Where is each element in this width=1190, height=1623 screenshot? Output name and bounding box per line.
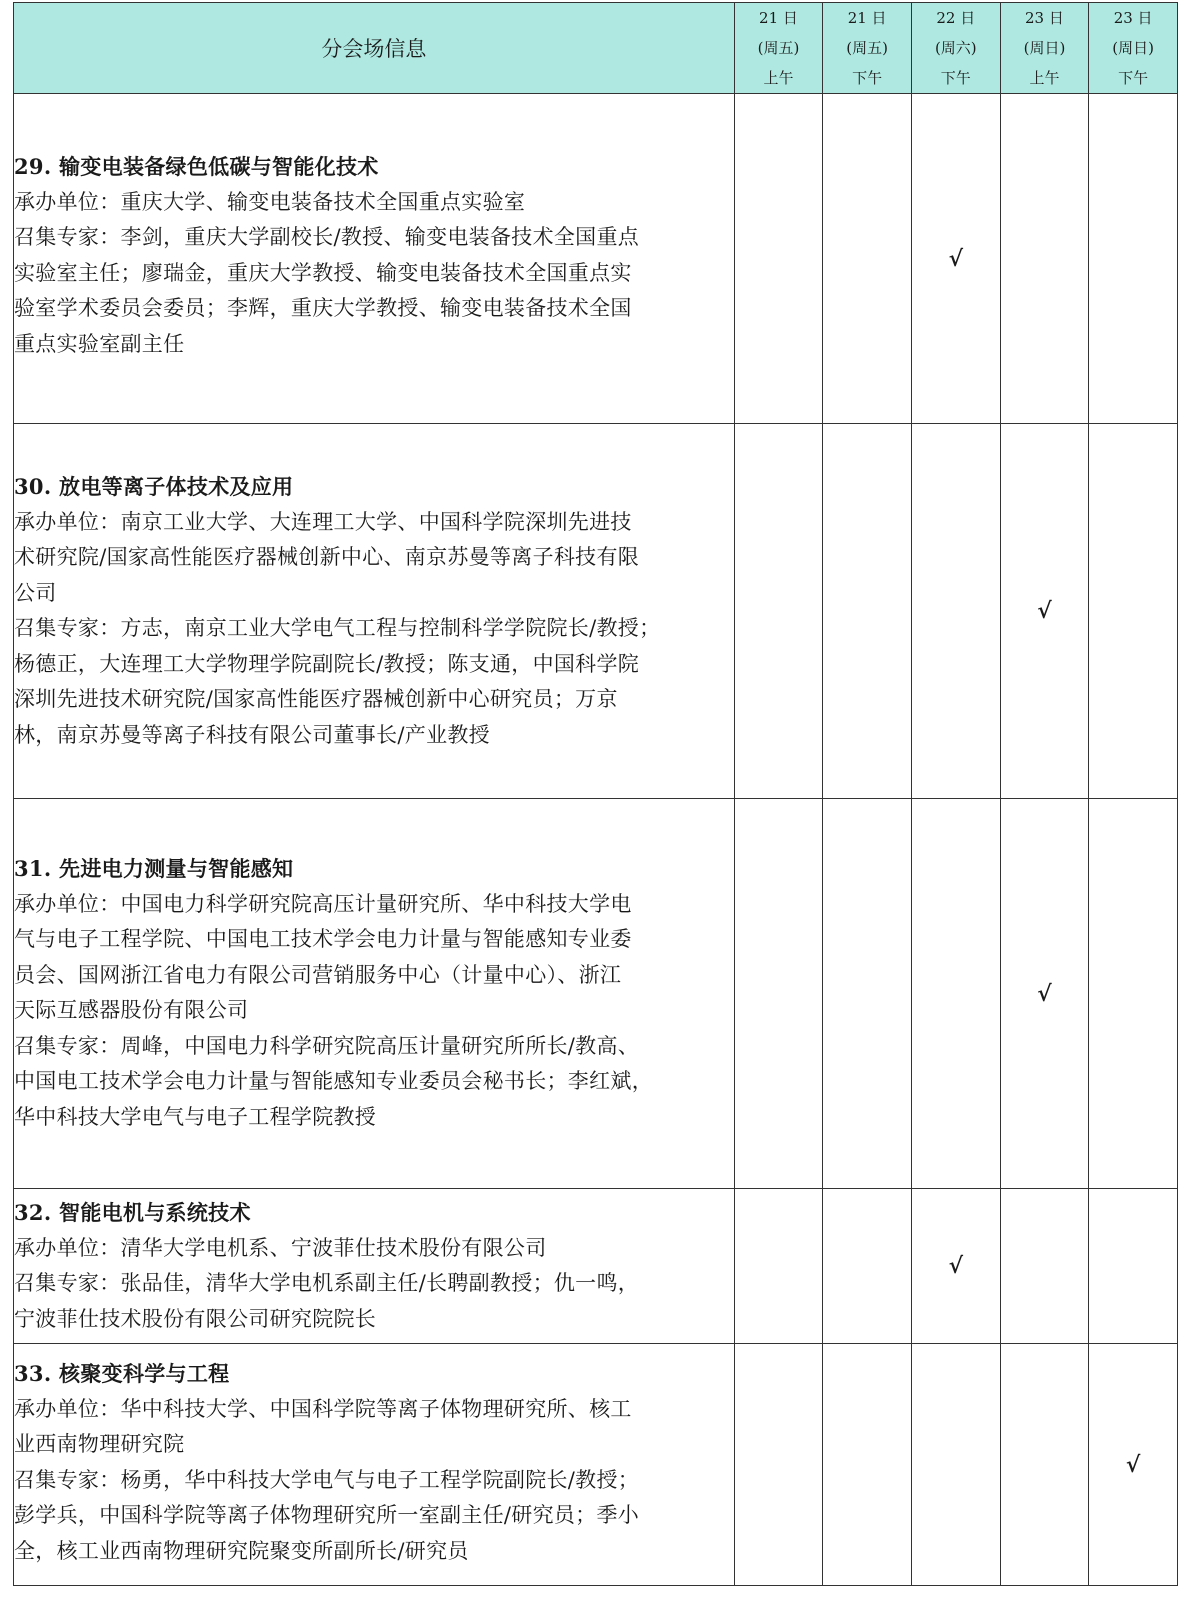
slot-cell	[1089, 1189, 1178, 1344]
day-date: 21 日	[847, 9, 887, 27]
slot-cell	[911, 1344, 1000, 1586]
session-info-cell	[14, 424, 735, 799]
day-period: 下午	[852, 69, 883, 87]
session-info-cell	[14, 799, 735, 1189]
column-header-session-info: 分会场信息	[14, 3, 735, 94]
slot-cell	[1089, 424, 1178, 799]
slot-cell	[734, 94, 823, 424]
session-row	[14, 1344, 1178, 1586]
session-detail-line: 召集专家：张品佳，清华大学电机系副主任/长聘副教授；仇一鸣，	[14, 1271, 640, 1295]
session-detail-line: 中国电工技术学会电力计量与智能感知专业委员会秘书长；李红斌，	[14, 1069, 653, 1093]
slot-cell	[823, 799, 912, 1189]
session-info-cell	[14, 1189, 735, 1344]
day-date: 21 日	[759, 9, 798, 27]
slot-cell	[1000, 94, 1089, 424]
day-weekday: (周日)	[1023, 39, 1066, 57]
session-title: 29. 输变电装备绿色低碳与智能化技术	[14, 154, 379, 179]
day-period: 下午	[940, 69, 971, 87]
slot-cell	[1089, 94, 1178, 424]
day-period: 上午	[763, 69, 794, 87]
day-date: 22 日	[936, 9, 976, 27]
slot-cell	[911, 799, 1000, 1189]
session-title: 32. 智能电机与系统技术	[14, 1200, 251, 1225]
session-detail-line: 公司	[14, 580, 57, 605]
slot-cell	[911, 1189, 1000, 1344]
session-detail-line: 天际互感器股份有限公司	[14, 998, 249, 1022]
slot-cell	[823, 94, 912, 424]
day-date: 23 日	[1025, 9, 1064, 27]
check-mark-icon: √	[1037, 980, 1052, 1007]
column-header-day-2	[823, 3, 912, 94]
session-detail-line: 气与电子工程学院、中国电工技术学会电力计量与智能感知专业委	[14, 927, 632, 951]
session-detail-line: 术研究院/国家高性能医疗器械创新中心、南京苏曼等离子科技有限	[14, 545, 640, 569]
session-title: 31. 先进电力测量与智能感知	[14, 856, 294, 881]
session-detail-line: 林，南京苏曼等离子科技有限公司董事长/产业教授	[14, 722, 490, 747]
session-detail-line: 重点实验室副主任	[14, 331, 185, 356]
session-row	[14, 424, 1178, 799]
session-detail-line: 深圳先进技术研究院/国家高性能医疗器械创新中心研究员；万京	[14, 687, 618, 711]
day-weekday: (周五)	[757, 39, 800, 57]
check-mark-icon: √	[948, 1253, 964, 1279]
slot-cell	[734, 424, 823, 799]
slot-cell	[1089, 1344, 1178, 1586]
header-row	[14, 3, 1178, 94]
day-period: 上午	[1029, 69, 1060, 87]
slot-cell	[734, 799, 823, 1189]
column-header-day-5	[1089, 3, 1178, 94]
check-mark-icon: √	[948, 245, 964, 272]
slot-cell	[823, 424, 912, 799]
day-period: 下午	[1118, 69, 1149, 87]
slot-cell	[1000, 799, 1089, 1189]
session-detail-line: 承办单位：中国电力科学研究院高压计量研究所、华中科技大学电	[14, 891, 632, 916]
day-weekday: (周日)	[1112, 39, 1154, 57]
check-mark-icon: √	[1037, 598, 1052, 624]
slot-cell	[911, 94, 1000, 424]
slot-cell	[1000, 1344, 1089, 1586]
session-detail-line: 全，核工业西南物理研究院聚变所副所长/研究员	[14, 1538, 469, 1563]
session-detail-line: 验室学术委员会委员；李辉，重庆大学教授、输变电装备技术全国	[14, 296, 632, 320]
session-detail-line: 员会、国网浙江省电力有限公司营销服务中心（计量中心）、浙江	[14, 962, 622, 987]
slot-cell	[911, 424, 1000, 799]
slot-cell	[1089, 799, 1178, 1189]
day-weekday: (周六)	[934, 39, 977, 57]
day-date: 23 日	[1113, 9, 1153, 27]
slot-cell	[1000, 424, 1089, 799]
session-info-cell	[14, 94, 735, 424]
session-detail-line: 召集专家：杨勇，华中科技大学电气与电子工程学院副院长/教授；	[14, 1467, 640, 1492]
session-detail-line: 宁波菲仕技术股份有限公司研究院院长	[14, 1306, 377, 1331]
session-title: 33. 核聚变科学与工程	[14, 1361, 230, 1386]
session-schedule-table	[13, 2, 1178, 1586]
session-row	[14, 1189, 1178, 1344]
session-detail-line: 召集专家：周峰，中国电力科学研究院高压计量研究所所长/教高、	[14, 1033, 640, 1058]
session-detail-line: 杨德正，大连理工大学物理学院副院长/教授；陈支通，中国科学院	[14, 651, 640, 676]
session-detail-line: 实验室主任；廖瑞金，重庆大学教授、输变电装备技术全国重点实	[14, 260, 632, 285]
session-row	[14, 94, 1178, 424]
check-mark-icon: √	[1125, 1451, 1141, 1478]
session-detail-line: 华中科技大学电气与电子工程学院教授	[14, 1104, 377, 1129]
session-row	[14, 799, 1178, 1189]
session-detail-line: 承办单位：重庆大学、输变电装备技术全国重点实验室	[14, 189, 526, 214]
slot-cell	[823, 1189, 912, 1344]
day-weekday: (周五)	[846, 39, 888, 57]
session-info-cell	[14, 1344, 735, 1586]
session-detail-line: 彭学兵，中国科学院等离子体物理研究所一室副主任/研究员；季小	[14, 1503, 640, 1527]
slot-cell	[1000, 1189, 1089, 1344]
slot-cell	[823, 1344, 912, 1586]
session-detail-line: 承办单位：清华大学电机系、宁波菲仕技术股份有限公司	[14, 1235, 547, 1260]
session-detail-line: 召集专家：李剑，重庆大学副校长/教授、输变电装备技术全国重点	[14, 225, 640, 249]
column-header-day-1	[734, 3, 823, 94]
session-detail-line: 召集专家：方志，南京工业大学电气工程与控制科学学院院长/教授；	[14, 616, 661, 640]
slot-cell	[734, 1189, 823, 1344]
session-title: 30. 放电等离子体技术及应用	[14, 474, 294, 499]
session-detail-line: 承办单位：华中科技大学、中国科学院等离子体物理研究所、核工	[14, 1396, 632, 1421]
slot-cell	[734, 1344, 823, 1586]
session-detail-line: 承办单位：南京工业大学、大连理工大学、中国科学院深圳先进技	[14, 509, 632, 534]
column-header-day-3	[911, 3, 1000, 94]
column-header-day-4	[1000, 3, 1089, 94]
session-detail-line: 业西南物理研究院	[14, 1432, 185, 1456]
